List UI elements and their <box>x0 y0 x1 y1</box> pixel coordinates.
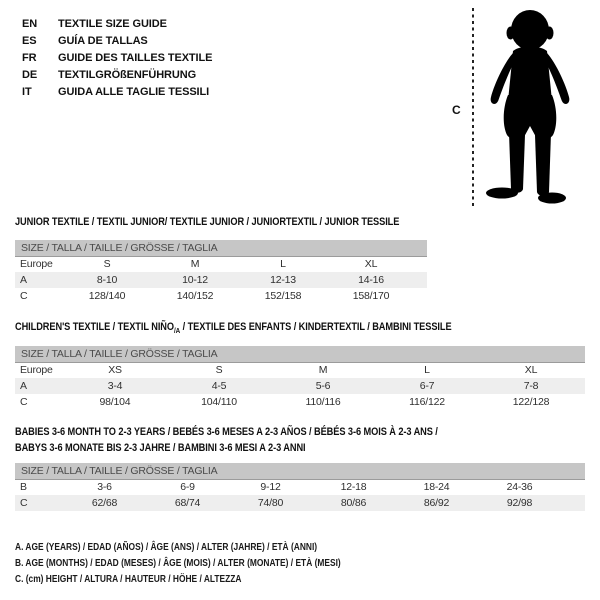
size-header-cell: SIZE / TALLA / TAILLE / GRÖSSE / TAGLIA <box>15 346 585 362</box>
size-cell: 86/92 <box>395 495 478 511</box>
table-row <box>15 256 427 272</box>
legend-line-a: A. AGE (YEARS) / EDAD (AÑOS) / ÂGE (ANS) / ALTER (JAHRE) / ETÀ (ANNI) <box>15 541 318 553</box>
size-cell: 3-6 <box>97 481 112 494</box>
size-cell: XL <box>364 258 378 271</box>
children-title-subscript: /A <box>173 326 181 336</box>
size-cell: M <box>318 364 328 377</box>
size-cell: 74/80 <box>229 495 312 511</box>
row-label: Europe <box>20 258 53 271</box>
table-row <box>15 288 427 304</box>
language-row <box>22 15 212 32</box>
size-header-row <box>15 346 585 362</box>
children-table-title <box>15 321 452 335</box>
children-title-part: CHILDREN'S TEXTILE / TEXTIL NIÑO <box>15 321 174 333</box>
row-label: B <box>20 481 27 494</box>
language-title: TEXTILE SIZE GUIDE <box>58 17 167 30</box>
babies-table-title <box>15 425 518 456</box>
size-cell: 128/140 <box>88 290 126 302</box>
row-label: C <box>20 396 28 408</box>
size-cell: 92/98 <box>478 495 561 511</box>
size-cell: 3-4 <box>63 378 167 394</box>
children-title-part: / TEXTILE DES ENFANTS / KINDERTEXTIL / BAMBINI TESSILE <box>180 321 452 333</box>
size-cell: 116/122 <box>409 396 445 408</box>
language-title: TEXTILGRÖßENFÜHRUNG <box>58 68 197 81</box>
size-header-row <box>15 463 585 479</box>
size-cell: S <box>215 364 223 377</box>
size-header-row <box>15 240 427 256</box>
size-cell: 18-24 <box>423 481 450 494</box>
row-label: A <box>15 378 63 394</box>
language-code: ES <box>22 34 37 47</box>
size-cell: 6-7 <box>375 378 479 394</box>
spacer-cell <box>583 394 585 410</box>
size-cell: L <box>280 258 286 271</box>
table-row <box>15 378 585 394</box>
language-title: GUÍA DE TALLAS <box>58 34 148 47</box>
table-row <box>15 272 427 288</box>
table-row <box>15 479 585 495</box>
height-measure-line <box>472 8 474 206</box>
size-cell: 68/74 <box>146 495 229 511</box>
row-label: A <box>15 272 63 288</box>
junior-table <box>15 240 427 304</box>
size-cell: 122/128 <box>512 396 550 408</box>
spacer-cell <box>415 288 427 304</box>
table-row <box>15 394 585 410</box>
size-cell: 152/158 <box>264 290 302 302</box>
spacer-cell <box>561 495 585 511</box>
legend <box>15 540 422 587</box>
language-code: FR <box>22 51 37 64</box>
language-code: IT <box>22 85 32 98</box>
size-cell: XS <box>108 364 122 377</box>
size-cell: 158/170 <box>352 290 390 302</box>
language-code: EN <box>22 17 38 30</box>
language-row <box>22 66 212 83</box>
legend-line-b: B. AGE (MONTHS) / EDAD (MESES) / ÂGE (MOIS) / ALTER (MONATE) / ETÀ (MESI) <box>15 556 341 569</box>
babies-title-line2: BABYS 3-6 MONATE BIS 2-3 JAHRE / BAMBINI 3-6 MESI A 2-3 ANNI <box>15 441 306 454</box>
size-cell: 10-12 <box>151 272 239 288</box>
babies-table <box>15 463 585 511</box>
spacer-cell <box>415 272 427 288</box>
size-cell: 5-6 <box>271 378 375 394</box>
table-row <box>15 495 585 511</box>
size-cell: 8-10 <box>63 272 151 288</box>
children-table <box>15 346 585 410</box>
junior-table-title: JUNIOR TEXTILE / TEXTIL JUNIOR/ TEXTILE JUNIOR / JUNIORTEXTIL / JUNIOR TESSILE <box>15 216 400 228</box>
spacer-cell <box>561 479 585 495</box>
spacer-cell <box>415 256 427 272</box>
row-label: Europe <box>20 364 53 377</box>
language-title: GUIDA ALLE TAGLIE TESSILI <box>58 85 210 98</box>
size-cell: XL <box>524 364 538 377</box>
table-row <box>15 362 585 378</box>
size-cell: 80/86 <box>312 495 395 511</box>
babies-title-line1: BABIES 3-6 MONTH TO 2-3 YEARS / BEBÉS 3-6 MESES A 2-3 AÑOS / BÉBÉS 3-6 MOIS À 2-3 ANS / <box>15 426 438 438</box>
size-cell: 104/110 <box>201 396 237 408</box>
size-cell: 4-5 <box>167 378 271 394</box>
language-row <box>22 32 212 49</box>
size-cell: L <box>424 364 430 377</box>
size-cell: 9-12 <box>260 481 281 494</box>
legend-line-c: C. (cm) HEIGHT / ALTURA / HAUTEUR / HÖHE / ALTEZZA <box>15 572 242 585</box>
size-cell: 12-13 <box>239 272 327 288</box>
spacer-cell <box>583 362 585 378</box>
size-cell: M <box>190 258 200 271</box>
size-header-cell: SIZE / TALLA / TAILLE / GRÖSSE / TAGLIA <box>15 463 585 479</box>
size-cell: 7-8 <box>479 378 583 394</box>
language-list <box>22 15 212 100</box>
size-cell: 110/116 <box>305 396 341 408</box>
language-row <box>22 83 212 100</box>
size-cell: 12-18 <box>340 481 367 494</box>
size-cell: 24-36 <box>506 481 533 494</box>
toddler-silhouette-icon <box>482 9 578 205</box>
size-cell: S <box>103 258 111 271</box>
row-label: C <box>20 290 28 302</box>
language-row <box>22 49 212 66</box>
size-cell: 140/152 <box>176 290 214 302</box>
size-cell: 14-16 <box>327 272 415 288</box>
size-header-cell: SIZE / TALLA / TAILLE / GRÖSSE / TAGLIA <box>15 240 427 256</box>
row-label: C <box>15 495 63 511</box>
height-measure-label: C <box>452 103 461 117</box>
size-cell: 6-9 <box>180 481 195 494</box>
size-cell: 98/104 <box>99 396 131 408</box>
language-title: GUIDE DES TAILLES TEXTILE <box>58 51 213 64</box>
language-code: DE <box>22 68 38 81</box>
spacer-cell <box>583 378 585 394</box>
size-cell: 62/68 <box>63 495 146 511</box>
